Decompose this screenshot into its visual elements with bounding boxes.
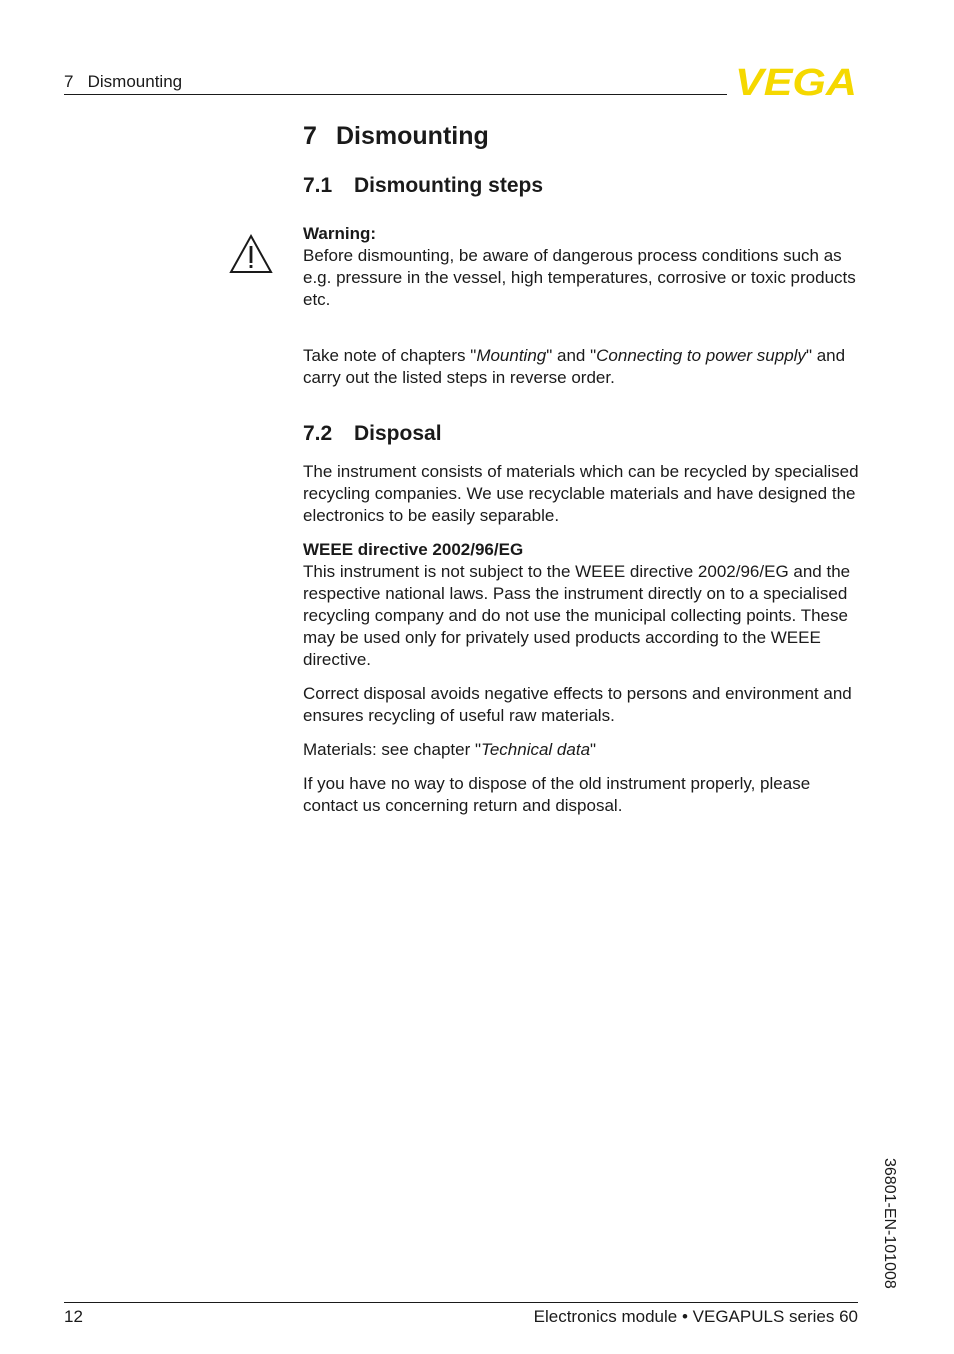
vega-logo [734,64,858,98]
section-number: 7.2 [303,422,333,445]
warning-text: Before dismounting, be aware of dangerous process conditions such as e.g. pressure in the vessel, high temperatures, corrosive or toxic products etc. [303,246,856,309]
warning-label: Warning: [303,224,377,243]
footer-title: Electronics module • VEGAPULS series 60 [533,1307,858,1326]
contact-text: If you have no way to dispose of the old instrument properly, please contact us concerning return and disposal. [303,774,811,815]
header-section-label: 7 Dismounting [64,72,183,91]
note-text-1: Take note of chapters " [303,346,477,365]
footer-rule [64,1302,858,1303]
section-heading-7-1 [303,174,543,198]
section-title: Disposal [354,422,442,445]
weee-text: This instrument is not subject to the WEEE directive 2002/96/EG and the respective national laws. Pass the instrument directly on to a specialised recycling company and do not use the municipal collecting points. These may be used only for privately used products according to the WEEE directive. [303,562,851,669]
section-title: Dismounting steps [354,174,544,197]
materials-ref: Technical data [481,740,591,759]
svg-text:VEGA: VEGA [735,64,857,98]
section-number: 7.1 [303,174,333,197]
note-text-3: " and carry out the listed steps in reverse order. [303,346,846,387]
disposal-intro: The instrument consists of materials which can be recycled by specialised recycling companies. We use recyclable materials and have designed the electronics to be easily separable. [303,462,859,525]
header-rule [64,94,727,95]
dismount-note [303,345,859,389]
section-heading-7-2 [303,422,442,446]
page-number: 12 [64,1307,83,1326]
note-text-2: " and " [546,346,597,365]
warning-block [303,223,859,311]
correct-disposal-text: Correct disposal avoids negative effects to persons and environment and ensures recycling of useful raw materials. [303,684,852,725]
warning-triangle-icon [228,233,274,275]
document-code: 36801-EN-101008 [881,1158,898,1289]
disposal-body [303,461,859,817]
note-ref-mounting: Mounting [476,346,547,365]
weee-label: WEEE directive 2002/96/EG [303,540,524,559]
materials-text-2: " [590,740,597,759]
chapter-number: 7 [303,122,317,150]
chapter-title: Dismounting [336,122,489,150]
materials-text-1: Materials: see chapter " [303,740,482,759]
chapter-heading [303,122,489,151]
note-ref-connecting: Connecting to power supply [596,346,806,365]
